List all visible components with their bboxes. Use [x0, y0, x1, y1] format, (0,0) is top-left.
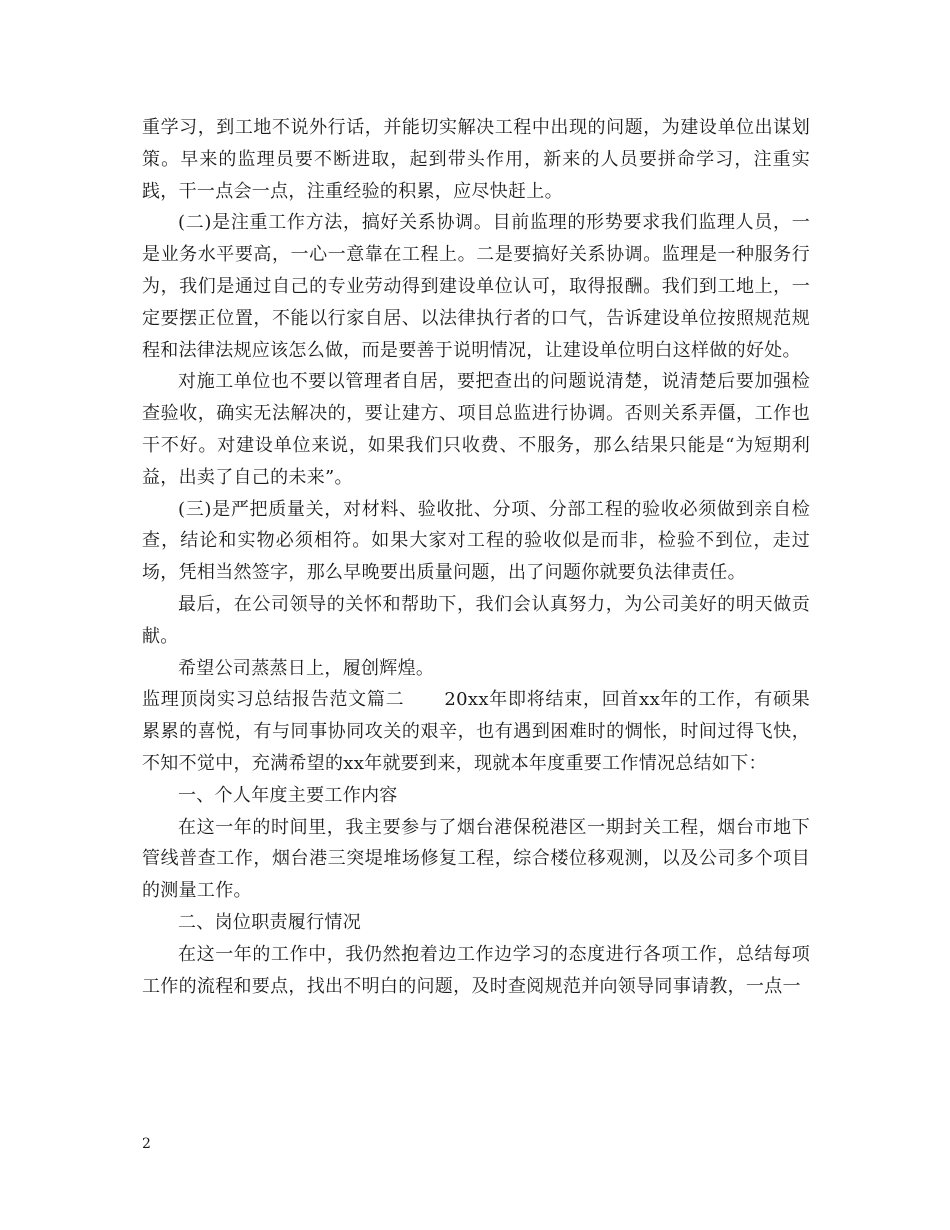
paragraph-1: 重学习，到工地不说外行话，并能切实解决工程中出现的问题，为建设单位出谋划策。早来的监理员要不断进取，起到带头作用，新来的人员要拼命学习，注重实践，干一点会一点，注重经验的积累，应尽快赶上。	[142, 117, 810, 202]
paragraph-9: 在这一年的时间里，我主要参与了烟台港保税港区一期封关工程，烟台市地下管线普查工作，烟台港三突堤堆场修复工程，综合楼位移观测，以及公司多个项目的测量工作。	[142, 816, 810, 902]
paragraph-10-heading: 二、岗位职责履行情况	[178, 911, 361, 933]
paragraph-7	[142, 684, 810, 779]
paragraph-5: 最后，在公司领导的关怀和帮助下，我们会认真努力，为公司美好的明天做贡献。	[142, 593, 810, 647]
paragraph-11: 在这一年的工作中，我仍然抱着边工作边学习的态度进行各项工作，总结每项工作的流程和要点，找出不明白的问题，及时查阅规范并向领导同事请教，一点一	[142, 943, 810, 997]
paragraph-3: 对施工单位也不要以管理者自居，要把查出的问题说清楚，说清楚后要加强检查验收，确实无法解决的，要让建方、项目总监进行协调。否则关系弄僵，工作也干不好。对建设单位来说，如果我们只收费、不服务，那么结果只能是“为短期利益，出卖了自己的未来”。	[142, 371, 810, 488]
section-title: 监理顶岗实习总结报告范文篇二	[142, 689, 405, 711]
document-body	[142, 112, 810, 1002]
paragraph-4: (三)是严把质量关，对材料、验收批、分项、分部工程的验收必须做到亲自检查，结论和实物必须相符。如果大家对工程的验收似是而非，检验不到位，走过场，凭相当然签字，那么早晚要出质量问题，出了问题你就要负法律责任。	[142, 498, 810, 584]
paragraph-8-heading: 一、个人年度主要工作内容	[178, 784, 398, 806]
paragraph-6: 希望公司蒸蒸日上，履创辉煌。	[178, 657, 435, 679]
paragraph-2: (二)是注重工作方法，搞好关系协调。目前监理的形势要求我们监理人员，一是业务水平要高，一心一意靠在工程上。二是要搞好关系协调。监理是一种服务行为，我们是通过自己的专业劳动得到建设单位认可，取得报酬。我们到工地上，一定要摆正位置，不能以行家自居、以法律执行者的口气，告诉建设单位按照规范规程和法律法规应该怎么做，而是要善于说明情况，让建设单位明白这样做的好处。	[142, 212, 810, 361]
page-number: 2	[142, 1136, 151, 1152]
section-intro: 20xx年即将结束，回首xx年的工作，有硕果累累的喜悦，有与同事协同攻关的艰辛，也有遇到困难时的惆怅，时间过得飞快，不知不觉中，充满希望的xx年就要到来，现就本年度重要工作情况总结如下：	[142, 689, 811, 774]
